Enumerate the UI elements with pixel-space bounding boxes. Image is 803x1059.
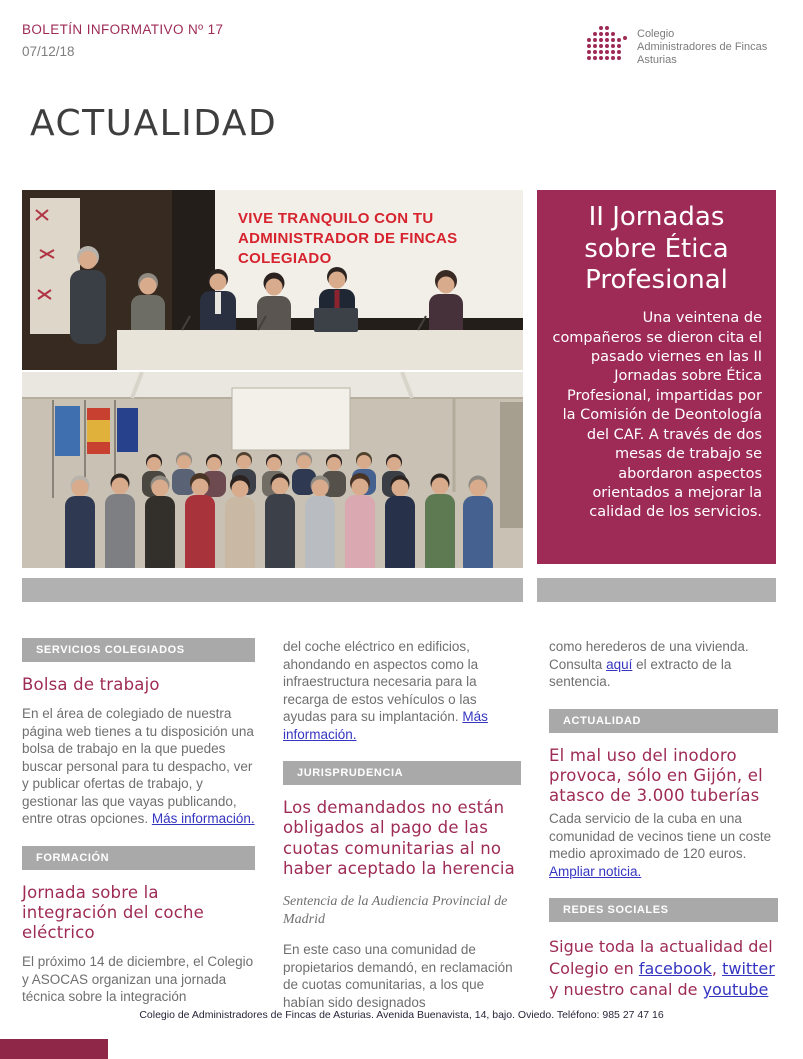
bulletin-number: BOLETÍN INFORMATIVO Nº 17: [22, 22, 224, 37]
youtube-link[interactable]: youtube: [702, 980, 769, 1000]
screen-text-line1: VIVE TRANQUILO CON TU: [238, 210, 434, 227]
caf-logo-dots-icon: [586, 24, 628, 64]
article-title-bolsa: Bolsa de trabajo: [22, 675, 160, 694]
article-body-demandados: En este caso una comunidad de propietarios demandó, en reclamación de cuotas comunitarias, a los que habían sido designados: [283, 942, 513, 1010]
section-header-actualidad: ACTUALIDAD: [549, 709, 778, 733]
demandados-continuation-post: el extracto de la sentencia.: [549, 656, 732, 690]
twitter-link[interactable]: twitter: [722, 958, 775, 978]
column-3: [549, 638, 778, 1017]
social-mid: y nuestro canal de: [549, 980, 698, 1000]
caption-bar-right: [537, 578, 776, 602]
article-title-jornada: Jornada sobre la integración del coche eléctrico: [22, 882, 204, 943]
social-line: [549, 936, 778, 1001]
column-1: [22, 638, 255, 1016]
feature-box: [537, 190, 776, 564]
article-body-bolsa: [22, 705, 255, 828]
article-subtitle-demandados: Sentencia de la Audiencia Provincial de Madrid: [283, 893, 508, 927]
article-title-demandados: Los demandados no están obligados al pago de las cuotas comunitarias al no haber aceptado la herencia: [283, 798, 515, 878]
article-body-jornada: El próximo 14 de diciembre, el Colegio y ASOCAS organizan una jornada técnica sobre la integración: [22, 954, 254, 1005]
mas-informacion-link-bolsa[interactable]: Más información.: [151, 811, 255, 827]
article-title-inodoro: El mal uso del inodoro provoca, sólo en Gijón, el atasco de 3.000 tuberías: [549, 745, 763, 805]
social-comma: ,: [711, 958, 717, 978]
panel-table: [117, 330, 523, 370]
social-pre: Sigue toda la actualidad del Colegio en: [549, 937, 773, 978]
demandados-continuation: [549, 638, 778, 691]
group-photo: [22, 372, 523, 568]
logo-line2: Administradores de Fincas: [637, 41, 768, 53]
door: [500, 402, 523, 528]
column-2: [283, 638, 521, 1021]
caf-logo: [586, 24, 767, 67]
article-body-inodoro: [549, 810, 778, 880]
logo-line1: Colegio: [637, 28, 675, 40]
screen-text-line2: ADMINISTRADOR DE FINCAS: [238, 230, 458, 247]
bottom-accent-bar: [0, 1039, 108, 1059]
logo-line3: Asturias: [637, 54, 677, 66]
laptop: [314, 308, 358, 332]
issue-date: 07/12/18: [22, 44, 75, 59]
conference-panel-photo: [22, 190, 523, 370]
caption-bar-left: [22, 578, 523, 602]
demandados-continuation-pre: como herederos de una vivienda. Consulta: [549, 639, 749, 672]
mas-informacion-link-jornada[interactable]: Más información.: [283, 709, 488, 742]
feature-title: II Jornadas sobre Ética Profesional: [584, 202, 729, 296]
bolsa-body-text: En el área de colegiado de nuestra página web tienes a tu disposición una bolsa de trabajo en la que puedes buscar personal para tu despacho, ver y publicar ofertas de trabajo, y gestionar las que vayas publicando, entre otras opciones.: [22, 706, 254, 827]
section-header-servicios: SERVICIOS COLEGIADOS: [22, 638, 255, 662]
inodoro-body-text: Cada servicio de la cuba en una comunidad de vecinos tiene un coste medio aproximado de 120 euros.: [549, 811, 772, 862]
section-header-jurisprudencia: JURISPRUDENCIA: [283, 761, 521, 785]
logo-text: [637, 24, 767, 67]
facebook-link[interactable]: facebook: [638, 958, 712, 978]
page-title: ACTUALIDAD: [30, 103, 278, 144]
ampliar-noticia-link[interactable]: Ampliar noticia.: [549, 863, 642, 879]
section-header-formacion: FORMACIÓN: [22, 846, 255, 870]
projection-screen: [232, 388, 350, 450]
aqui-link[interactable]: aquí: [606, 656, 633, 672]
screen-text-line3: COLEGIADO: [238, 250, 332, 267]
jornada-continuation-text: del coche eléctrico en edificios, ahondando en aspectos como la infraestructura necesaria para la recarga de estos vehículos o las ayudas para su implantación.: [283, 639, 479, 725]
section-header-redes: REDES SOCIALES: [549, 898, 778, 922]
jornada-continuation: [283, 638, 521, 743]
footer-address: Colegio de Administradores de Fincas de Asturias. Avenida Buenavista, 14, bajo. Oviedo. Teléfono: 985 27 47 16: [139, 1009, 664, 1021]
feature-body: Una veintena de compañeros se dieron cita el pasado viernes en las II Jornadas sobre Ética Profesional, impartidas por la Comisión de Deontología del CAF. A través de dos mesas de trabajo se abordaron aspectos orientados a mejorar la calidad de los servicios.: [552, 310, 762, 521]
